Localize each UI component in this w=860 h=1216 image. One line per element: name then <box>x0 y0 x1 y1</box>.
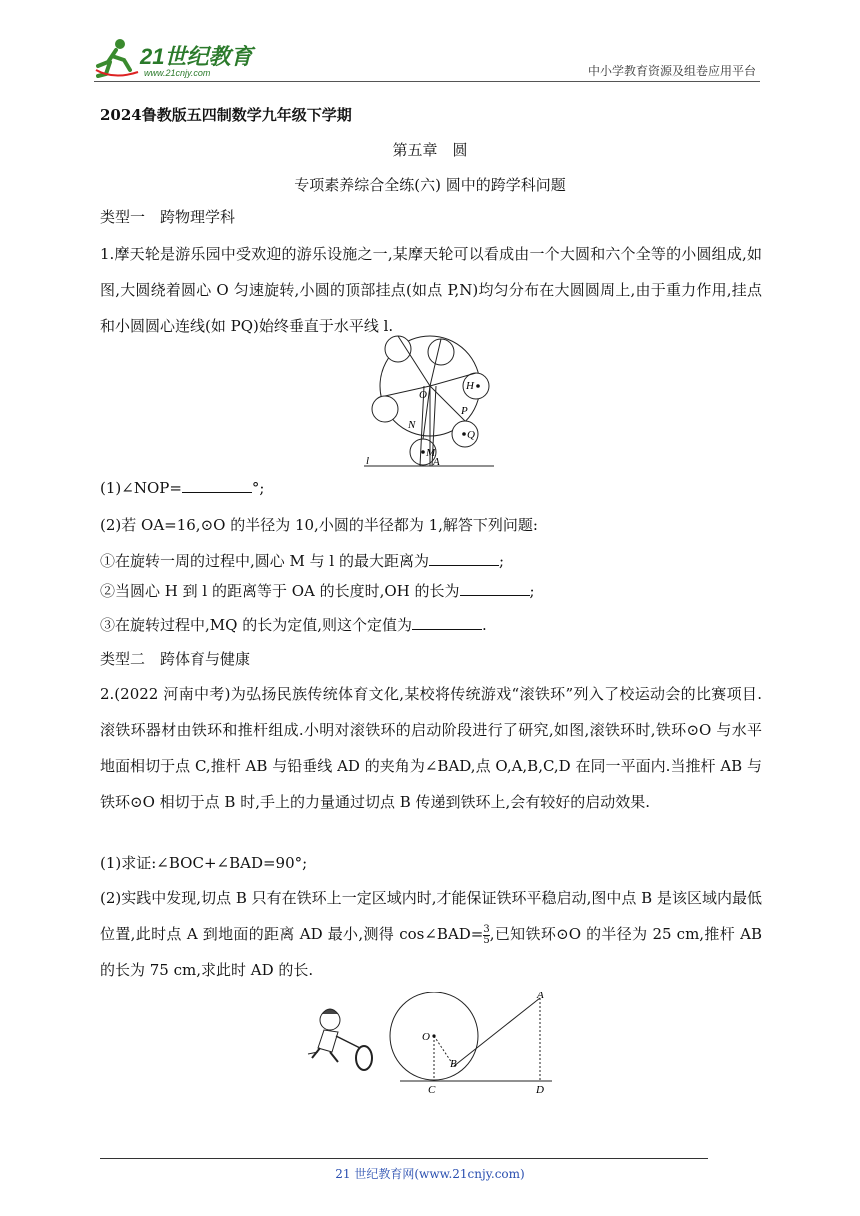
child-rolling-hoop-icon <box>308 1009 372 1070</box>
q1-sub3-suffix: . <box>481 616 487 634</box>
runner-icon <box>96 39 138 76</box>
q1-stem: 1.摩天轮是游乐园中受欢迎的游乐设施之一,某摩天轮可以看成由一个大圆和六个全等的小圆组成,如图,大圆绕着圆心 O 匀速旋转,小圆的顶部挂点(如点 P,N)均匀分布在大圆圆周上,由于重力作用,挂点和小圆圆心连线(如 PQ)始终垂直于水平线 l. <box>100 245 762 335</box>
q2-part1: (1)求证:∠BOC+∠BAD=90°; <box>100 854 308 872</box>
rolling-hoop-figure <box>304 992 554 1100</box>
footer-divider <box>100 1158 708 1159</box>
answer-blank[interactable] <box>412 615 482 630</box>
q2-part2-text-a: (2)实践中发现,切点 B 只有在铁环上一定区域内时,才能保证铁环平稳启动,图中点 B 是该区域内最低位置,此时点 A 到地面的距离 AD 最小,测得 cos∠BAD= <box>100 889 762 943</box>
q1-sub2-suffix: ; <box>529 582 535 600</box>
q1-part1-prefix: (1)∠NOP= <box>100 479 182 497</box>
q1-part1 <box>100 478 264 497</box>
fig2-label-C: C <box>428 1084 436 1096</box>
q2-part2 <box>100 880 762 988</box>
fig1-label-H: H <box>466 380 474 392</box>
fig1-label-M: M <box>426 447 436 459</box>
book-title: 2024鲁教版五四制数学九年级下学期 <box>100 106 352 124</box>
q2-part2-text-b: ,已知铁环⊙O 的半径为 25 cm,推杆 AB 的长为 75 cm,求此时 AD 的长. <box>100 925 762 979</box>
fig2-label-O: O <box>422 1031 430 1043</box>
q1-sub2 <box>100 580 535 601</box>
q1-sub3-prefix: ③在旋转过程中,MQ 的长为定值,则这个定值为 <box>100 616 412 634</box>
fig1-label-O: O <box>419 389 427 401</box>
header-platform-text: 中小学教育资源及组卷应用平台 <box>587 64 756 78</box>
answer-blank[interactable] <box>460 581 530 596</box>
q2-stem: 2.(2022 河南中考)为弘扬民族传统体育文化,某校将传统游戏“滚铁环”列入了校运动会的比赛项目.滚铁环器材由铁环和推杆组成.小明对滚铁环的启动阶段进行了研究,如图,滚铁环时,铁环⊙O 与水平地面相切于点 C,推杆 AB 与铅垂线 AD 的夹角为∠BAD,点 O,A,B,C,D 在同一平面内.当推杆 AB 与铁环⊙O 相切于点 B 时,手上的力量通过切点 B 传递到铁环上,会有较好的启动效果. <box>100 685 762 811</box>
chapter-title: 第五章 圆 <box>392 141 468 159</box>
fig1-label-l: l <box>366 455 370 467</box>
type2-heading: 类型二 跨体育与健康 <box>100 650 251 668</box>
fig2-label-B: B <box>450 1058 457 1070</box>
ferris-wheel-figure <box>360 334 500 476</box>
frac-denominator: 5 <box>483 934 490 946</box>
fig2-label-A: A <box>537 992 544 1001</box>
answer-blank[interactable] <box>182 478 252 493</box>
q1-sub1 <box>100 550 504 571</box>
site-logo <box>94 36 264 80</box>
type1-heading: 类型一 跨物理学科 <box>100 208 236 226</box>
fig1-label-Q: Q <box>467 429 475 441</box>
fig1-label-A: A <box>433 456 440 468</box>
footer-text[interactable]: 21 世纪教育网(www.21cnjy.com) <box>335 1167 525 1181</box>
q1-part1-suffix: °; <box>251 479 265 497</box>
header-divider <box>94 81 760 82</box>
fig1-label-N: N <box>408 419 416 431</box>
fig2-label-D: D <box>536 1084 544 1096</box>
logo-url: www.21cnjy.com <box>144 68 211 78</box>
fig1-label-P: P <box>461 405 468 417</box>
section-subtitle: 专项素养综合全练(六) 圆中的跨学科问题 <box>294 176 566 194</box>
q1-part2: (2)若 OA=16,⊙O 的半径为 10,小圆的半径都为 1,解答下列问题: <box>100 516 538 534</box>
frac-numerator: 3 <box>483 923 490 935</box>
answer-blank[interactable] <box>429 551 499 566</box>
q1-sub2-prefix: ②当圆心 H 到 l 的距离等于 OA 的长度时,OH 的长为 <box>100 582 460 600</box>
q1-sub1-prefix: ①在旋转一周的过程中,圆心 M 与 l 的最大距离为 <box>100 552 429 570</box>
logo-text: 21世纪教育 <box>140 44 253 69</box>
q1-sub1-suffix: ; <box>499 552 505 570</box>
q1-sub3 <box>100 614 487 635</box>
